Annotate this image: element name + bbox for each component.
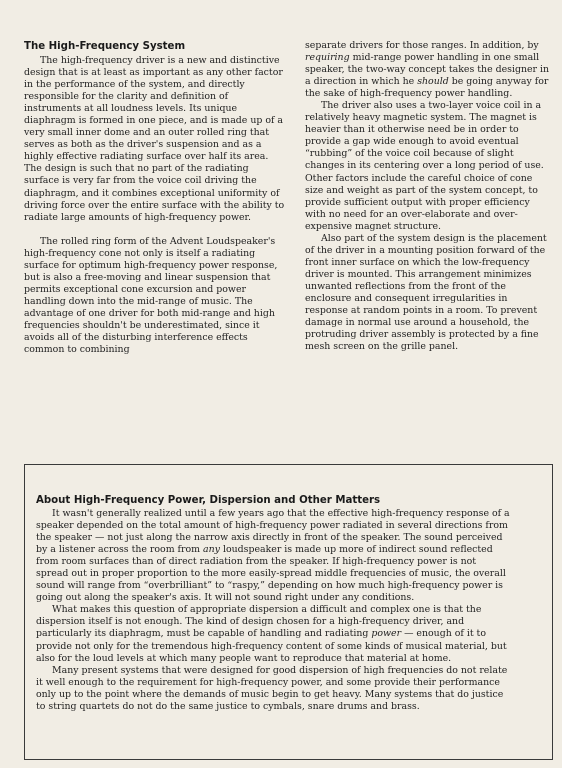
box-heading: About High-Frequency Power, Dispersion and Other Matters bbox=[36, 495, 381, 506]
paragraph bbox=[36, 604, 511, 664]
emphasis: power bbox=[371, 628, 402, 640]
emphasis: should bbox=[417, 76, 449, 88]
paragraph: The driver also uses a two-layer voice coil in a relatively heavy magnetic system. The magnet is heavier than it otherwise need be in order to provide a gap wide enough to avoid eventual “rubbing” of the voice coil because of slight changes in its centering over a long period of use. Other factors include the careful choice of cone size and weight as part of the system concept, to provide sufficient output with proper efficiency with no need for an over-elaborate and over-expensive magnet structure. bbox=[305, 100, 544, 232]
paragraph: The rolled ring form of the Advent Loudspeaker's high-frequency cone not only is itself a radiating surface for optimum high-frequency power response, but is also a free-moving and linear suspension that permits exceptional cone excursion and power handling down into the mid-range of music. The advantage of one driver for both mid-range and high frequencies shouldn't be underestimated, since it avoids all of the disturbing interference effects common to combining bbox=[24, 235, 278, 356]
text-run: loudspeaker is made up more of indirect sound reflected from room surfaces than of direct radiation from the speaker. If high-frequency power is not spread out in proper proportion to the more easily-spread middle frequencies of music, the overall sound will range from “overbrilliant” to “raspy,” depending on how much high-frequency power is going out along the speaker's axis. It will not sound right under any conditions. bbox=[36, 544, 506, 604]
paragraph bbox=[36, 508, 511, 604]
text-run: separate drivers for those ranges. In addition, by bbox=[305, 40, 539, 51]
text-run: — enough of it to provide not only for the tremendous high-frequency content of some kinds of musical material, but also for the loud levels at which many people want to reproduce that material at home. bbox=[36, 628, 507, 664]
paragraph: Also part of the system design is the placement of the driver in a mounting position forward of the front inner surface on which the low-frequency driver is mounted. This arrangement minimizes unwanted reflections from the front of the enclosure and consequent irregularities in response at random points in a room. To prevent damage in normal use around a household, the protruding driver assembly is protected by a fine mesh screen on the grille panel. bbox=[305, 232, 547, 353]
text-run: be going anyway for the sake of high-frequency power handling. bbox=[305, 76, 549, 100]
emphasis: requiring bbox=[305, 52, 350, 64]
sidebar-box-content bbox=[36, 494, 511, 713]
text-run: It wasn't generally realized until a few years ago that the effective high-frequency response of a speaker depended on the total amount of high-frequency power radiated in several directions from the speaker — not just along the narrow axis directly in front of the speaker. The sound perceived by a listener across the room from bbox=[36, 508, 510, 556]
emphasis: any bbox=[203, 544, 220, 556]
paragraph bbox=[305, 40, 553, 100]
right-column bbox=[305, 40, 553, 353]
left-column bbox=[24, 40, 286, 356]
paragraph: Many present systems that were designed for good dispersion of high frequencies do not relate it well enough to the requirement for high-frequency power, and some provide their performance only up to the point where the demands of music begin to get heavy. Many systems that do justice to string quartets do not do the same justice to cymbals, snare drums and brass. bbox=[36, 664, 508, 712]
text-run: mid-range power handling in one small speaker, the two-way concept takes the designer in a direction in which he bbox=[305, 52, 550, 88]
paragraph: The high-frequency driver is a new and distinctive design that is at least as important as any other factor in the performance of the system, and directly responsible for the clarity and definition of instruments at all loudness levels. Its unique diaphragm is formed in one piece, and is made up of a very small inner dome and an outer rolled ring that serves as both as the driver's suspension and as a highly effective radiating surface over half its area. The design is such that no part of the radiating surface is very far from the voice coil driving the diaphragm, and it combines exceptional uniformity of driving force over the entire surface with the ability to radiate large amounts of high-frequency power. bbox=[24, 55, 285, 223]
section-heading: The High-Frequency System bbox=[24, 41, 186, 52]
text-run: What makes this question of appropriate dispersion a difficult and complex one is that the dispersion itself is not enough. The kind of design chosen for a high-frequency driver, and particularly its diaphragm, must be capable of handling and radiating bbox=[36, 604, 482, 640]
